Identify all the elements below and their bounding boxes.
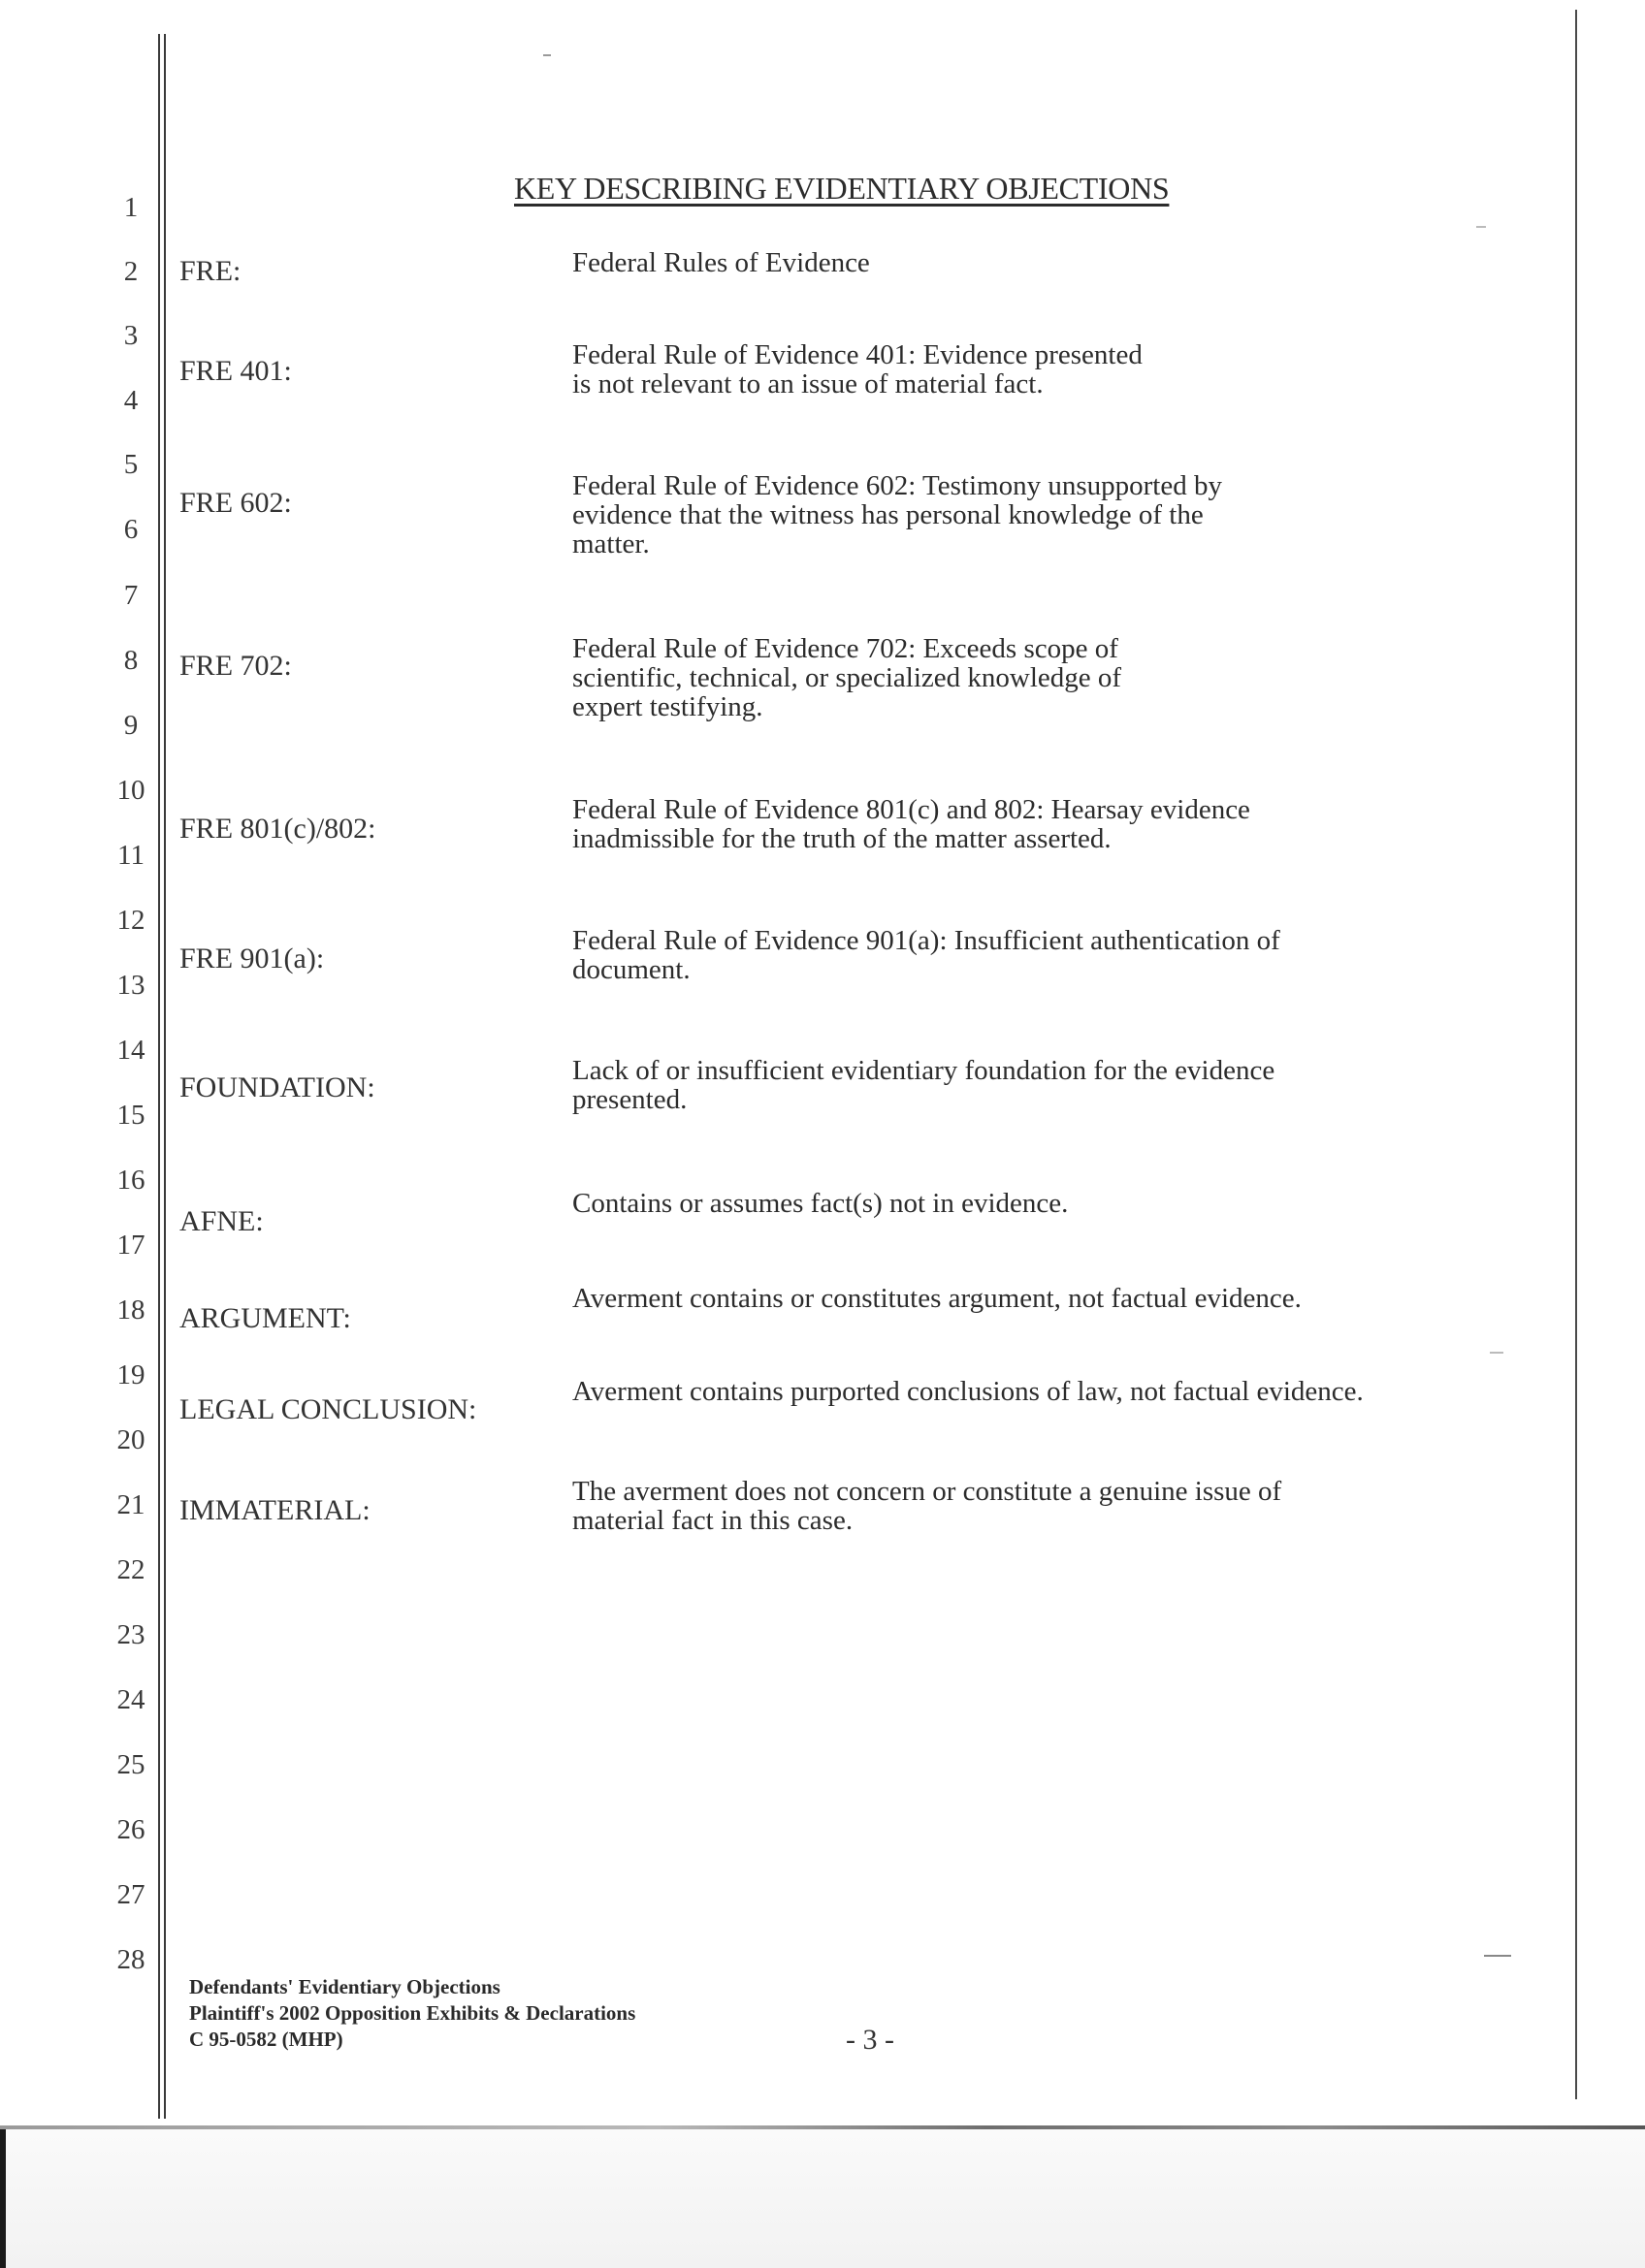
objection-term: FOUNDATION: (179, 1071, 375, 1103)
objection-definition: Federal Rule of Evidence 602: Testimony unsupported by evidence that the witness has personal knowledge of the matter. (572, 470, 1222, 559)
objection-term: FRE: (179, 255, 242, 287)
line-number: 13 (116, 970, 145, 1001)
scan-speck (543, 54, 551, 56)
left-margin-rule-inner (164, 34, 166, 2119)
objection-definition: Federal Rule of Evidence 401: Evidence presented is not relevant to an issue of material fact. (572, 339, 1143, 399)
line-number: 27 (116, 1879, 145, 1910)
line-number: 22 (116, 1554, 145, 1585)
footer-line: Defendants' Evidentiary Objections (189, 1975, 500, 1998)
line-number: 10 (116, 775, 145, 806)
objection-definition: Averment contains or constitutes argument, not factual evidence. (572, 1283, 1302, 1314)
line-number: 28 (116, 1944, 145, 1975)
objection-term: LEGAL CONCLUSION: (179, 1393, 477, 1425)
line-number: 23 (116, 1619, 145, 1650)
line-number: 26 (116, 1814, 145, 1845)
line-number: 9 (123, 710, 139, 741)
line-number: 2 (123, 256, 139, 287)
objection-definition: Federal Rule of Evidence 702: Exceeds scope of scientific, technical, or specialized knowledge of expert testifying. (572, 633, 1122, 722)
line-number: 16 (116, 1165, 145, 1196)
footer-line: C 95-0582 (MHP) (189, 2028, 343, 2051)
left-margin-rule (158, 34, 160, 2119)
line-number: 8 (123, 645, 139, 676)
objection-term: ARGUMENT: (179, 1302, 351, 1334)
line-number: 21 (116, 1489, 145, 1520)
page-number: - 3 - (846, 2024, 894, 2056)
objection-term: FRE 801(c)/802: (179, 813, 376, 845)
objection-definition: The averment does not concern or constitute a genuine issue of material fact in this case. (572, 1476, 1282, 1536)
line-number: 4 (123, 385, 139, 416)
scan-speck (1490, 1352, 1503, 1354)
objection-term: FRE 602: (179, 487, 292, 519)
scanner-left-strip (0, 2129, 6, 2268)
line-number: 24 (116, 1684, 145, 1715)
scan-speck (1484, 1955, 1511, 1957)
objection-term: IMMATERIAL: (179, 1494, 371, 1526)
objection-definition: Contains or assumes fact(s) not in evidence. (572, 1188, 1069, 1219)
objection-term: FRE 401: (179, 355, 292, 387)
line-number: 1 (123, 192, 139, 223)
scan-speck (1476, 226, 1486, 228)
line-number: 17 (116, 1230, 145, 1261)
line-number: 25 (116, 1749, 145, 1780)
objection-definition: Averment contains purported conclusions of law, not factual evidence. (572, 1376, 1364, 1407)
line-number: 20 (116, 1424, 145, 1455)
objection-term: AFNE: (179, 1205, 264, 1237)
line-number: 6 (123, 514, 139, 545)
objection-definition: Federal Rules of Evidence (572, 247, 870, 278)
line-number: 19 (116, 1359, 145, 1390)
objection-term: FRE 702: (179, 650, 292, 682)
objection-definition: Lack of or insufficient evidentiary foundation for the evidence presented. (572, 1055, 1275, 1115)
objection-definition: Federal Rule of Evidence 801(c) and 802: Hearsay evidence inadmissible for the truth of the matter asserted. (572, 794, 1250, 854)
line-number: 18 (116, 1294, 145, 1326)
footer-line: Plaintiff's 2002 Opposition Exhibits & Declarations (189, 2001, 636, 2025)
line-number: 12 (116, 905, 145, 936)
objection-definition: Federal Rule of Evidence 901(a): Insufficient authentication of document. (572, 925, 1280, 985)
scanner-background (0, 2129, 1645, 2268)
line-number: 11 (117, 840, 145, 871)
line-number: 7 (123, 580, 139, 611)
line-number: 14 (116, 1035, 145, 1066)
objection-term: FRE 901(a): (179, 942, 325, 974)
line-number: 15 (116, 1100, 145, 1131)
line-number: 5 (123, 449, 139, 480)
document-footer (189, 1974, 635, 2053)
right-margin-rule (1575, 10, 1577, 2099)
page-title: KEY DESCRIBING EVIDENTIARY OBJECTIONS (514, 171, 1170, 206)
line-number: 3 (123, 320, 139, 351)
